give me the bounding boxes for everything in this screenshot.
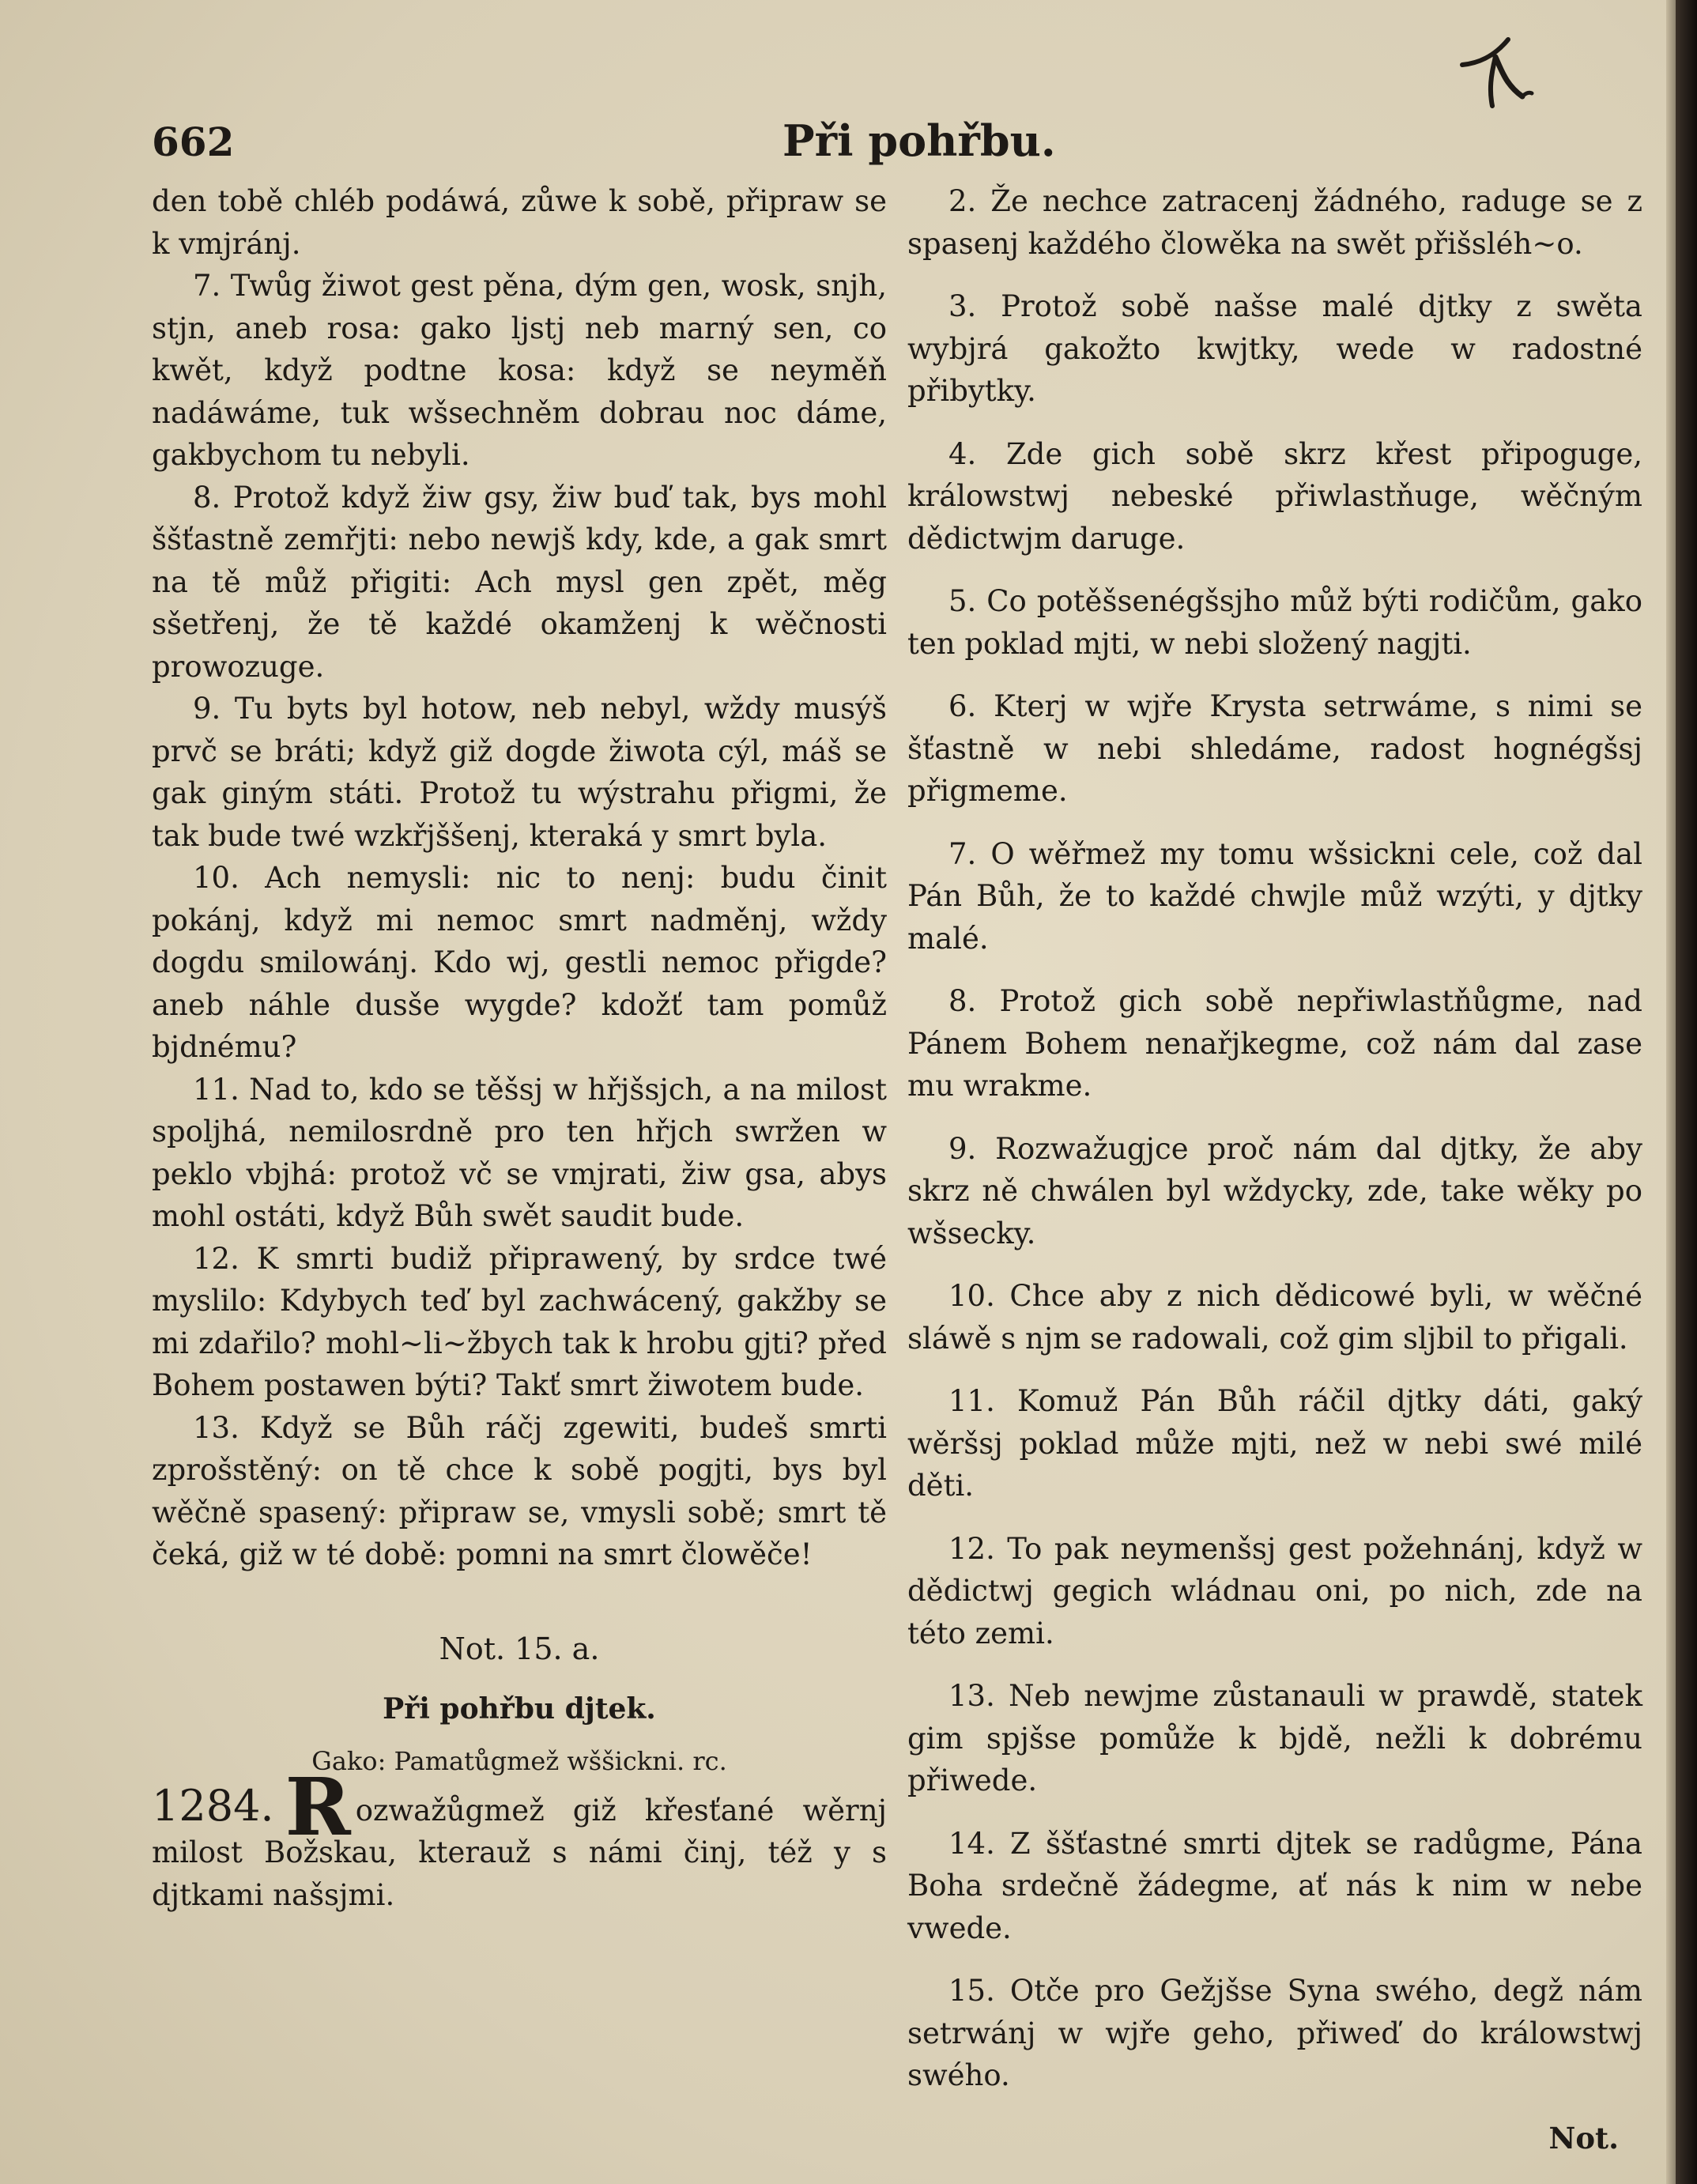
hymn-title: Při pohřbu djtek.: [383, 1692, 656, 1726]
hymn-verse-9: 9. Rozwažugjce proč nám dal djtky, že aby skrz ně chwálen byl wždycky, zde, take wěky po wšsecky.: [907, 1131, 1642, 1250]
ink-mark-icon: [1446, 24, 1541, 119]
hymn-verse-8: 8. Protož gich sobě nepřiwlastňůgme, nad Pánem Bohem nenařjkegme, což nám dal zase mu wrakme.: [907, 984, 1642, 1103]
verse-9: 9. Tu byts byl hotow, neb nebyl, wždy musýš prvč se bráti; když giž dogde žiwota cýl, máš se gak giným státi. Protož tu wýstrahu přigmi, že tak bude twé wzkřjššenj, kteraká y smrt byla.: [152, 692, 887, 853]
right-column: [907, 180, 1642, 2159]
hymn-verse-6: 6. Kterj w wjře Krysta setrwáme, s nimi se šťastně w nebi shledáme, radost hognégšsj přigmeme.: [907, 689, 1642, 808]
hymn-verse-10: 10. Chce aby z nich dědicowé byli, w wěčné sláwě s njm se radowali, což gim sljbil to přigali.: [907, 1279, 1642, 1356]
hymn-verse-4: 4. Zde gich sobě skrz křest připoguge, králowstwj nebeské přiwlastňuge, wěčným dědictwjm daruge.: [907, 436, 1642, 556]
verse-8: 8. Protož když žiw gsy, žiw buď tak, bys mohl ššťastně zemřjti: nebo newjš kdy, kde, a gak smrt na tě můž přigiti: Ach mysl gen zpět, měg sšetřenj, že tě každé okamženj k wěčnosti prowozuge.: [152, 480, 887, 684]
hymn-verse-11: 11. Komuž Pán Bůh ráčil djtky dáti, gaký wěršsj poklad může mjti, než w nebi swé milé děti.: [907, 1384, 1642, 1503]
hymn-verse-2: 2. Že nechce zatracenj žádného, raduge se z spasenj každého člowěka na swět přišsléh~o.: [907, 184, 1642, 261]
page-edge: [1666, 0, 1676, 2184]
verse-10: 10. Ach nemysli: nic to nenj: budu činit pokánj, když mi nemoc smrt nadměnj, wždy dogdu smilowánj. Kdo wj, gestli nemoc přigde? aneb náhle dusše wygde? kdožť tam pomůž bjdnému?: [152, 861, 887, 1064]
catchword: Not.: [1548, 2120, 1619, 2156]
left-column: [152, 180, 887, 1916]
book-spine: [1676, 0, 1697, 2184]
hymn-heading: [152, 1625, 887, 1783]
drop-cap: R: [285, 1760, 351, 1854]
page-number: 662: [152, 119, 235, 165]
hymn-verse-13: 13. Neb newjme zůstanauli w prawdě, statek gim spjšse pomůže k bjdě, nežli k dobrému přiwede.: [907, 1679, 1642, 1797]
hymn-first-verse-text: ozwažůgmež giž křesťané wěrnj milost Božskau, kterauž s námi činj, též y s djtkami našsjmi.: [152, 1793, 887, 1912]
verse-13: 13. Když se Bůh ráčj zgewiti, budeš smrti zprošstěný: on tě chce k sobě pogjti, bys byl wěčně spasený: připraw se, vmysli sobě; smrt tě čeká, giž w té době: pomni na smrt člowěče!: [152, 1410, 887, 1571]
running-title: Při pohřbu.: [783, 115, 1056, 166]
hymn-verse-7: 7. O wěřmež my tomu wšsickni cele, což dal Pán Bůh, že to každé chwjle můž wzýti, y djtky malé.: [907, 836, 1642, 956]
verse-12: 12. K smrti budiž připrawený, by srdce twé myslilo: Kdybych teď byl zachwácený, gakžby se mi zdařilo? mohl~li~žbych tak k hrobu gjti? před Bohem postawen býti? Takť smrt žiwotem bude.: [152, 1241, 887, 1402]
verse-7: 7. Twůg žiwot gest pěna, dým gen, wosk, snjh, stjn, aneb rosa: gako ljstj neb marný sen, co kwět, když podtne kosa: když se neyměň nadáwáme, tuk wšsechněm dobrau noc dáme, gakbychom tu nebyli.: [152, 269, 887, 472]
hymn-verse-5: 5. Co potěšsenégšsjho můž býti rodičům, gako ten poklad mjti, w nebi složený nagjti.: [907, 584, 1642, 661]
hymn-verse-3: 3. Protož sobě našse malé djtky z swěta wybjrá gakožto kwjtky, wede w radostné přibytky.: [907, 289, 1642, 408]
hymn-verse-number: 1284.: [152, 1780, 274, 1831]
hymn-verse-14: 14. Z ššťastné smrti djtek se radůgme, Pána Boha srdečně žádegme, ať nás k nim w nebe vwede.: [907, 1826, 1642, 1945]
hymn-number: Not. 15. a.: [439, 1631, 600, 1666]
hymn-verse-15: 15. Otče pro Gežjšse Syna swého, degž nám setrwánj w wjře geho, přiweď do králowstwj swého.: [907, 1974, 1642, 2092]
hymn-tune: Gako: Pamatůgmež wššickni. rc.: [311, 1745, 727, 1776]
verse-6-end: den tobě chléb podáwá, zůwe k sobě, připraw se k vmjránj.: [152, 184, 887, 261]
verse-11: 11. Nad to, kdo se těšsj w hřjšsjch, a na milost spoljhá, nemilosrdně pro ten hřjch swržen w peklo vbjhá: protož vč se vmjrati, žiw gsa, abys mohl ostáti, když Bůh swět saudit bude.: [152, 1072, 887, 1233]
hymn-verse-12: 12. To pak neymenšsj gest požehnánj, když w dědictwj gegich wládnau oni, po nich, zde na této zemi.: [907, 1531, 1642, 1650]
